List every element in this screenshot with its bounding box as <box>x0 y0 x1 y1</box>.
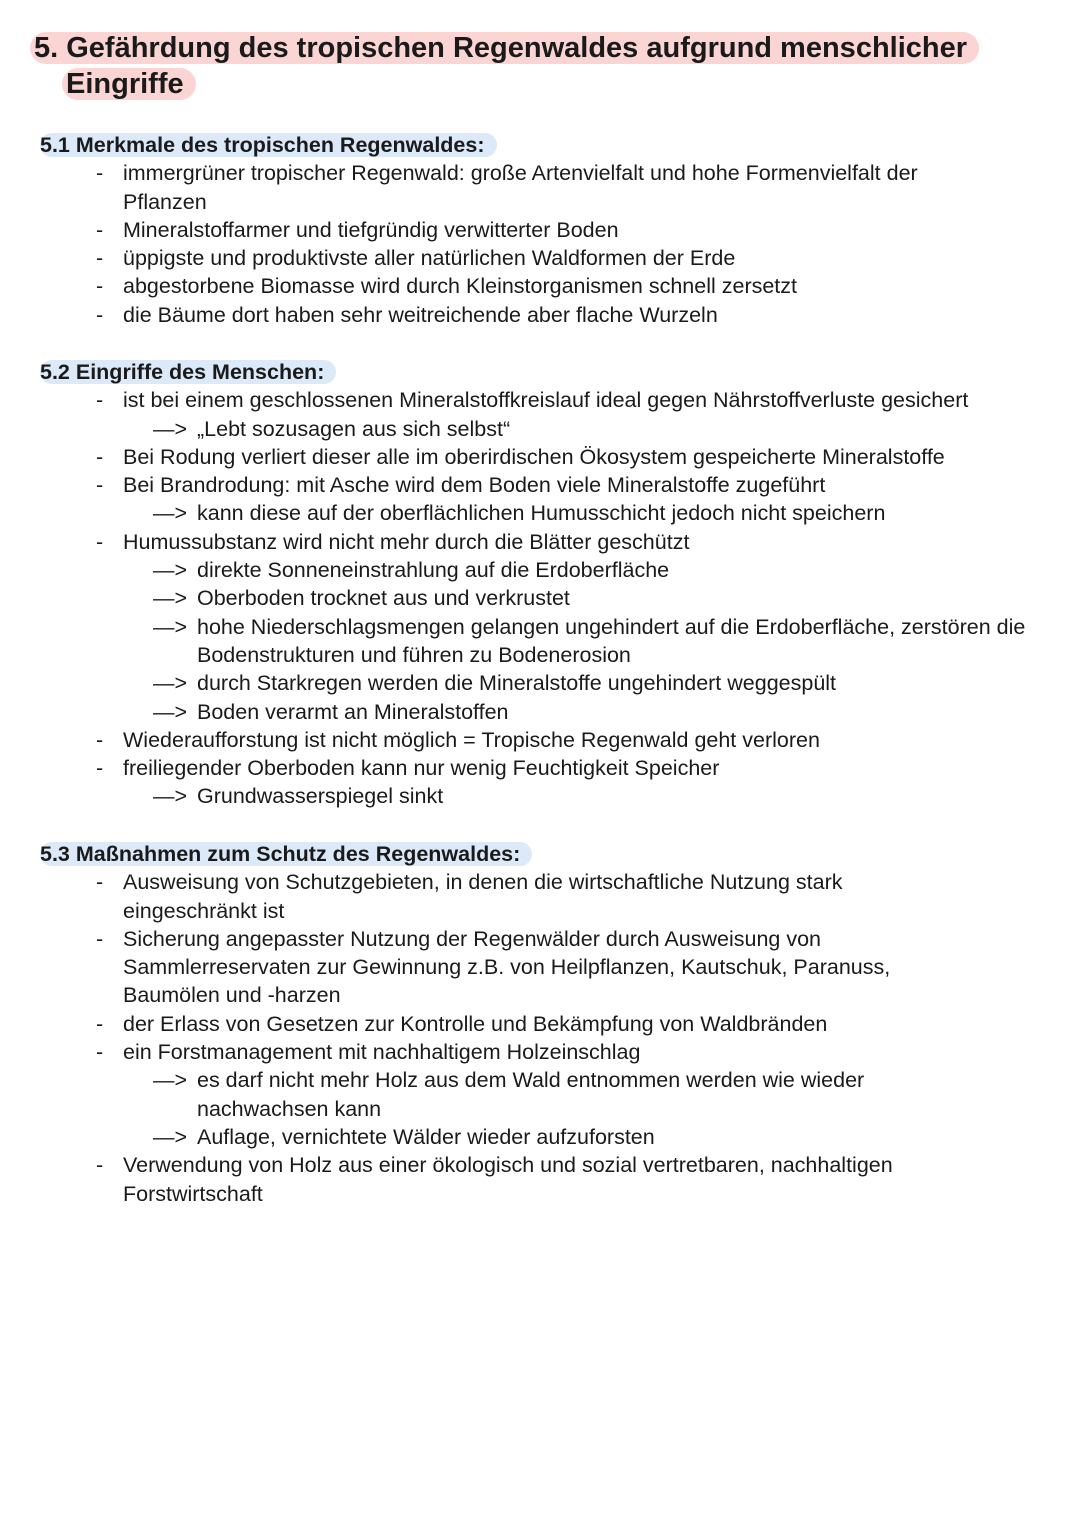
sub-point-text: durch Starkregen werden die Mineralstoffe ungehindert weggespült <box>197 671 837 696</box>
list-item-text: Wiederaufforstung ist nicht möglich = Tropische Regenwald geht verloren <box>123 727 820 752</box>
list-item-text: üppigste und produktivste aller natürlichen Waldformen der Erde <box>123 246 736 271</box>
bullet-list <box>40 386 1075 810</box>
list-item <box>40 925 980 1010</box>
list-item <box>40 301 1000 329</box>
sub-point <box>153 1123 980 1151</box>
list-item <box>40 159 1000 216</box>
title-line-1: 5. Gefährdung des tropischen Regenwaldes aufgrund menschlicher <box>30 32 979 64</box>
sub-point <box>153 499 1075 527</box>
arrow-icon: —> <box>153 671 188 696</box>
sub-point-text: Auflage, vernichtete Wälder wieder aufzuforsten <box>197 1124 655 1149</box>
sub-point-text: Grundwasserspiegel sinkt <box>197 784 444 809</box>
list-item-text: der Erlass von Gesetzen zur Kontrolle und Bekämpfung von Waldbränden <box>123 1011 828 1036</box>
section-5-1 <box>40 131 1000 329</box>
list-item <box>40 244 1000 272</box>
list-item-text: Verwendung von Holz aus einer ökologisch und sozial vertretbaren, nachhaltigen Forstwirtschaft <box>123 1153 893 1206</box>
arrow-icon: —> <box>153 1068 188 1093</box>
sub-point <box>153 698 1075 726</box>
section-5-2 <box>40 358 1075 811</box>
sub-point <box>153 669 1075 697</box>
list-item-text: Ausweisung von Schutzgebieten, in denen die wirtschaftliche Nutzung stark eingeschränkt ist <box>123 870 843 923</box>
sub-point-text: Boden verarmt an Mineralstoffen <box>197 699 509 724</box>
list-item <box>40 471 1075 528</box>
list-item <box>40 443 1075 471</box>
arrow-icon: —> <box>153 416 188 441</box>
list-item-text: Bei Rodung verliert dieser alle im oberirdischen Ökosystem gespeicherte Mineralstoffe <box>123 444 945 469</box>
list-item-text: die Bäume dort haben sehr weitreichende aber flache Wurzeln <box>123 302 718 327</box>
section-5-3 <box>40 840 980 1208</box>
list-item <box>40 754 1075 811</box>
arrow-icon: —> <box>153 784 188 809</box>
arrow-icon: —> <box>153 1124 188 1149</box>
list-item-text: abgestorbene Biomasse wird durch Kleinstorganismen schnell zersetzt <box>123 274 798 299</box>
arrow-icon: —> <box>153 586 188 611</box>
sub-point-text: es darf nicht mehr Holz aus dem Wald entnommen werden wie wieder nachwachsen kann <box>197 1068 865 1121</box>
sub-point-text: hohe Niederschlagsmengen gelangen ungehindert auf die Erdoberfläche, zerstören die Bodenstrukturen und führen zu Bodenerosion <box>197 614 1026 667</box>
sub-point <box>153 782 1075 810</box>
bullet-list <box>40 868 980 1208</box>
title-line-2: Eingriffe <box>62 68 196 100</box>
list-item-text: immergrüner tropischer Regenwald: große Artenvielfalt und hohe Formenvielfalt der Pflanzen <box>123 161 918 214</box>
list-item <box>40 1038 980 1151</box>
page-title <box>34 30 979 102</box>
list-item <box>40 1151 980 1208</box>
sub-point <box>153 584 1075 612</box>
list-item-text: ein Forstmanagement mit nachhaltigem Holzeinschlag <box>123 1040 641 1065</box>
list-item <box>40 216 1000 244</box>
bullet-list <box>40 159 1000 329</box>
section-heading: 5.2 Eingriffe des Menschen: <box>40 358 1075 386</box>
list-item-text: Mineralstoffarmer und tiefgründig verwitterter Boden <box>123 217 619 242</box>
arrow-icon: —> <box>153 699 188 724</box>
sub-point-text: direkte Sonneneinstrahlung auf die Erdoberfläche <box>197 558 670 583</box>
sub-point <box>153 1066 980 1123</box>
list-item <box>40 272 1000 300</box>
arrow-icon: —> <box>153 614 188 639</box>
sub-point <box>153 613 1075 670</box>
sub-point <box>153 556 1075 584</box>
sub-point-text: „Lebt sozusagen aus sich selbst“ <box>197 416 511 441</box>
list-item-text: Humussubstanz wird nicht mehr durch die Blätter geschützt <box>123 529 690 554</box>
list-item <box>40 868 980 925</box>
arrow-icon: —> <box>153 558 188 583</box>
section-heading: 5.3 Maßnahmen zum Schutz des Regenwaldes: <box>40 840 980 868</box>
sub-point-text: Oberboden trocknet aus und verkrustet <box>197 586 570 611</box>
sub-point <box>153 415 1075 443</box>
list-item-text: freiliegender Oberboden kann nur wenig Feuchtigkeit Speicher <box>123 756 720 781</box>
list-item <box>40 386 1075 443</box>
list-item <box>40 726 1075 754</box>
list-item <box>40 1010 980 1038</box>
sub-point-text: kann diese auf der oberflächlichen Humusschicht jedoch nicht speichern <box>197 501 886 526</box>
list-item-text: Sicherung angepasster Nutzung der Regenwälder durch Ausweisung von Sammlerreservaten zur Gewinnung z.B. von Heilpflanzen, Kautschuk, Paranuss, Baumölen und -harzen <box>123 926 891 1008</box>
arrow-icon: —> <box>153 501 188 526</box>
list-item-text: Bei Brandrodung: mit Asche wird dem Boden viele Mineralstoffe zugeführt <box>123 473 826 498</box>
section-heading: 5.1 Merkmale des tropischen Regenwaldes: <box>40 131 1000 159</box>
list-item <box>40 528 1075 726</box>
list-item-text: ist bei einem geschlossenen Mineralstoffkreislauf ideal gegen Nährstoffverluste gesichert <box>123 388 969 413</box>
